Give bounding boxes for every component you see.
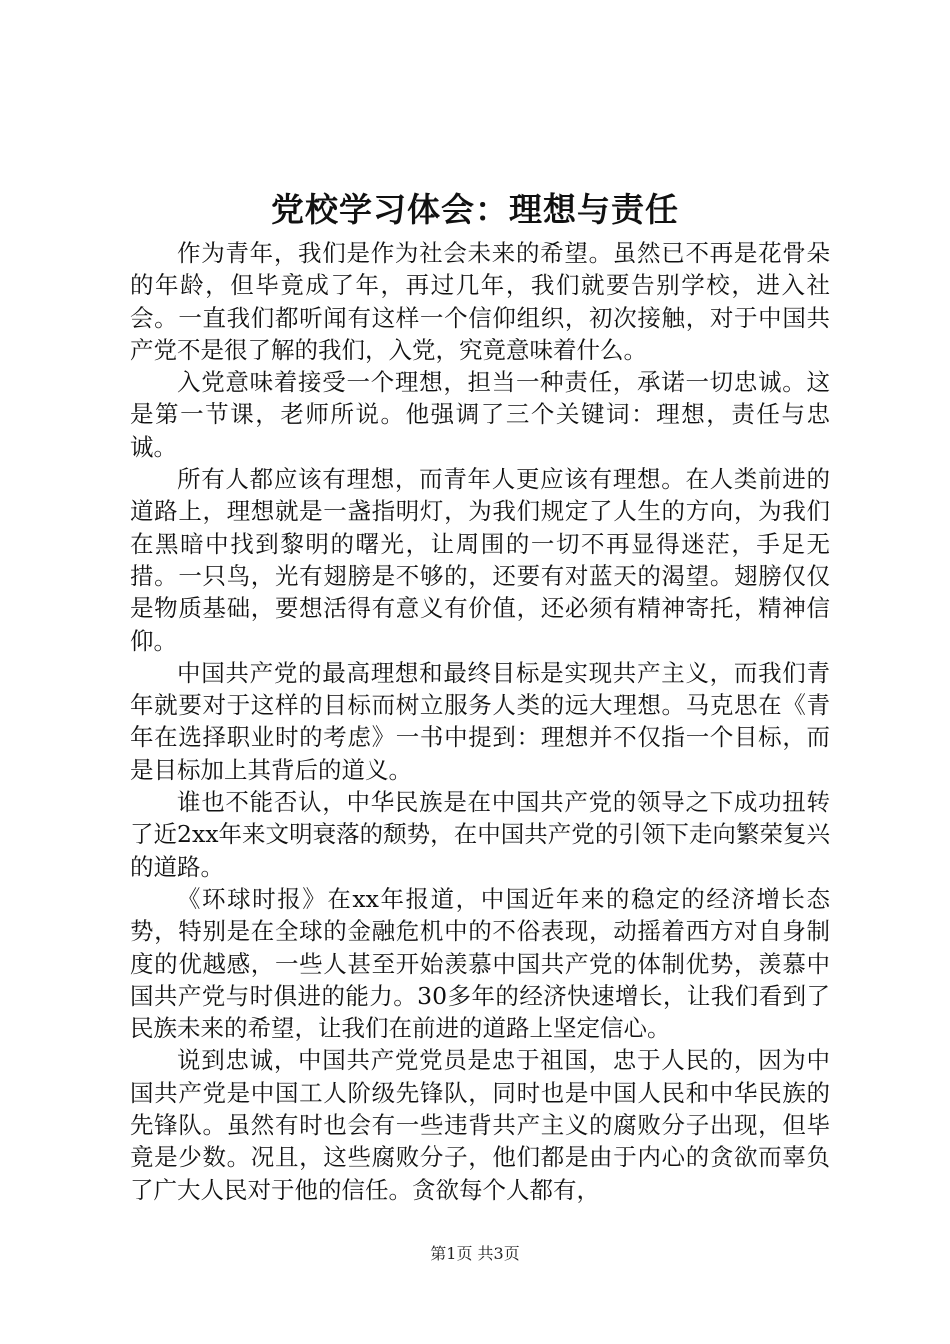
paragraph: 中国共产党的最高理想和最终目标是实现共产主义，而我们青年就要对于这样的目标而树立服务人类的远大理想。马克思在《青年在选择职业时的考虑》一书中提到：理想并不仅指一个目标，而是目标加上其背后的道义。	[130, 658, 830, 784]
paragraph: 说到忠诚，中国共产党党员是忠于祖国，忠于人民的，因为中国共产党是中国工人阶级先锋队，同时也是中国人民和中华民族的先锋队。虽然有时也会有一些违背共产主义的腐败分子出现，但毕竟是少数。况且，这些腐败分子，他们都是由于内心的贪欲而辜负了广大人民对于他的信任。贪欲每个人都有，	[130, 1046, 830, 1204]
paragraph: 谁也不能否认，中华民族是在中国共产党的领导之下成功扭转了近2xx年来文明衰落的颓势，在中国共产党的引领下走向繁荣复兴的道路。	[130, 788, 830, 881]
paragraph: 所有人都应该有理想，而青年人更应该有理想。在人类前进的道路上，理想就是一盏指明灯，为我们规定了人生的方向，为我们在黑暗中找到黎明的曙光，让周围的一切不再显得迷茫，手足无措。一只鸟，光有翅膀是不够的，还要有对蓝天的渴望。翅膀仅仅是物质基础，要想活得有意义有价值，还必须有精神寄托，精神信仰。	[130, 465, 830, 655]
paragraph: 《环球时报》在xx年报道，中国近年来的稳定的经济增长态势，特别是在全球的金融危机中的不俗表现，动摇着西方对自身制度的优越感，一些人甚至开始羡慕中国共产党的体制优势，羡慕中国共产党与时俱进的能力。30多年的经济快速增长，让我们看到了民族未来的希望，让我们在前进的道路上坚定信心。	[130, 884, 830, 1043]
document-body	[130, 237, 830, 1206]
page-number-footer: 第1页 共3页	[430, 1244, 520, 1263]
document-title: 党校学习体会：理想与责任	[271, 190, 679, 229]
paragraph: 作为青年，我们是作为社会未来的希望。虽然已不再是花骨朵的年龄，但毕竟成了年，再过几年，我们就要告别学校，进入社会。一直我们都听闻有这样一个信仰组织，初次接触，对于中国共产党不是很了解的我们，入党，究竟意味着什么。	[130, 239, 830, 364]
paragraph: 入党意味着接受一个理想，担当一种责任，承诺一切忠诚。这是第一节课，老师所说。他强调了三个关键词：理想，责任与忠诚。	[130, 368, 830, 461]
